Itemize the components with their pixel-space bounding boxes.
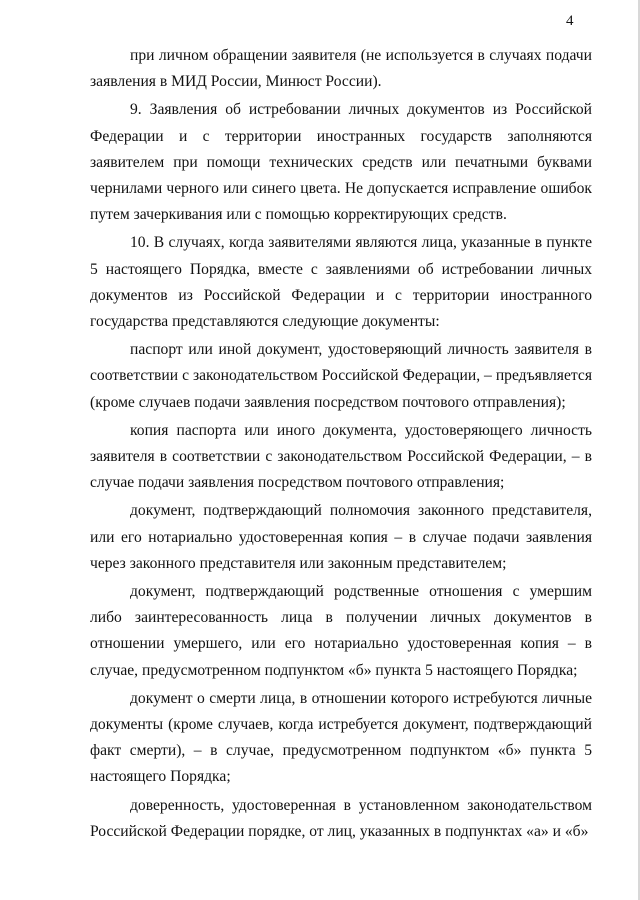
paragraph-death-document: документ о смерти лица, в отношении которого истребуются личные документы (кроме случаев, когда истребуется документ, подтверждающий факт смерти), – в случае, предусмотренном подпунктом «б» пункта 5 настоящего Порядка; bbox=[90, 689, 592, 786]
paragraph-item-9: 9. Заявления об истребовании личных документов из Российской Федерации и с территории иностранных государств заполняются заявителем при помощи технических средств или печатными буквами чернилами черного или синего цвета. Не допускается исправление ошибок путем зачеркивания или с помощью корректирующих средств. bbox=[90, 101, 592, 224]
paragraph-passport: паспорт или иной документ, удостоверяющий личность заявителя в соответствии с законодательством Российской Федерации, – предъявляется (кроме случаев подачи заявления посредством почтового отправления); bbox=[90, 341, 592, 411]
paragraph-kinship-document: документ, подтверждающий родственные отношения с умершим либо заинтересованность лица в получении личных документов в отношении умершего, или его нотариально удостоверенная копия – в случае, предусмотренном подпунктом «б» пункта 5 настоящего Порядка; bbox=[90, 583, 592, 679]
paragraph-continuation: при личном обращении заявителя (не используется в случаях подачи заявления в МИД России, Минюст России). bbox=[90, 47, 592, 91]
paragraph-power-of-attorney: доверенность, удостоверенная в установленном законодательством Российской Федерации порядке, от лиц, указанных в подпунктах «а» и «б» bbox=[90, 796, 592, 840]
document-body bbox=[90, 43, 592, 847]
paragraph-representative-authority: документ, подтверждающий полномочия законного представителя, или его нотариально удостоверенная копия – в случае подачи заявления через законного представителя или законным представителем; bbox=[90, 502, 592, 572]
page-number: 4 bbox=[566, 13, 574, 29]
paragraph-item-10: 10. В случаях, когда заявителями являются лица, указанные в пункте 5 настоящего Порядка, вместе с заявлениями об истребовании личных документов из Российской Федерации и с территории иностранного государства представляются следующие документы: bbox=[90, 234, 592, 331]
paragraph-passport-copy: копия паспорта или иного документа, удостоверяющего личность заявителя в соответствии с законодательством Российской Федерации, – в случае подачи заявления посредством почтового отправления; bbox=[90, 421, 592, 492]
